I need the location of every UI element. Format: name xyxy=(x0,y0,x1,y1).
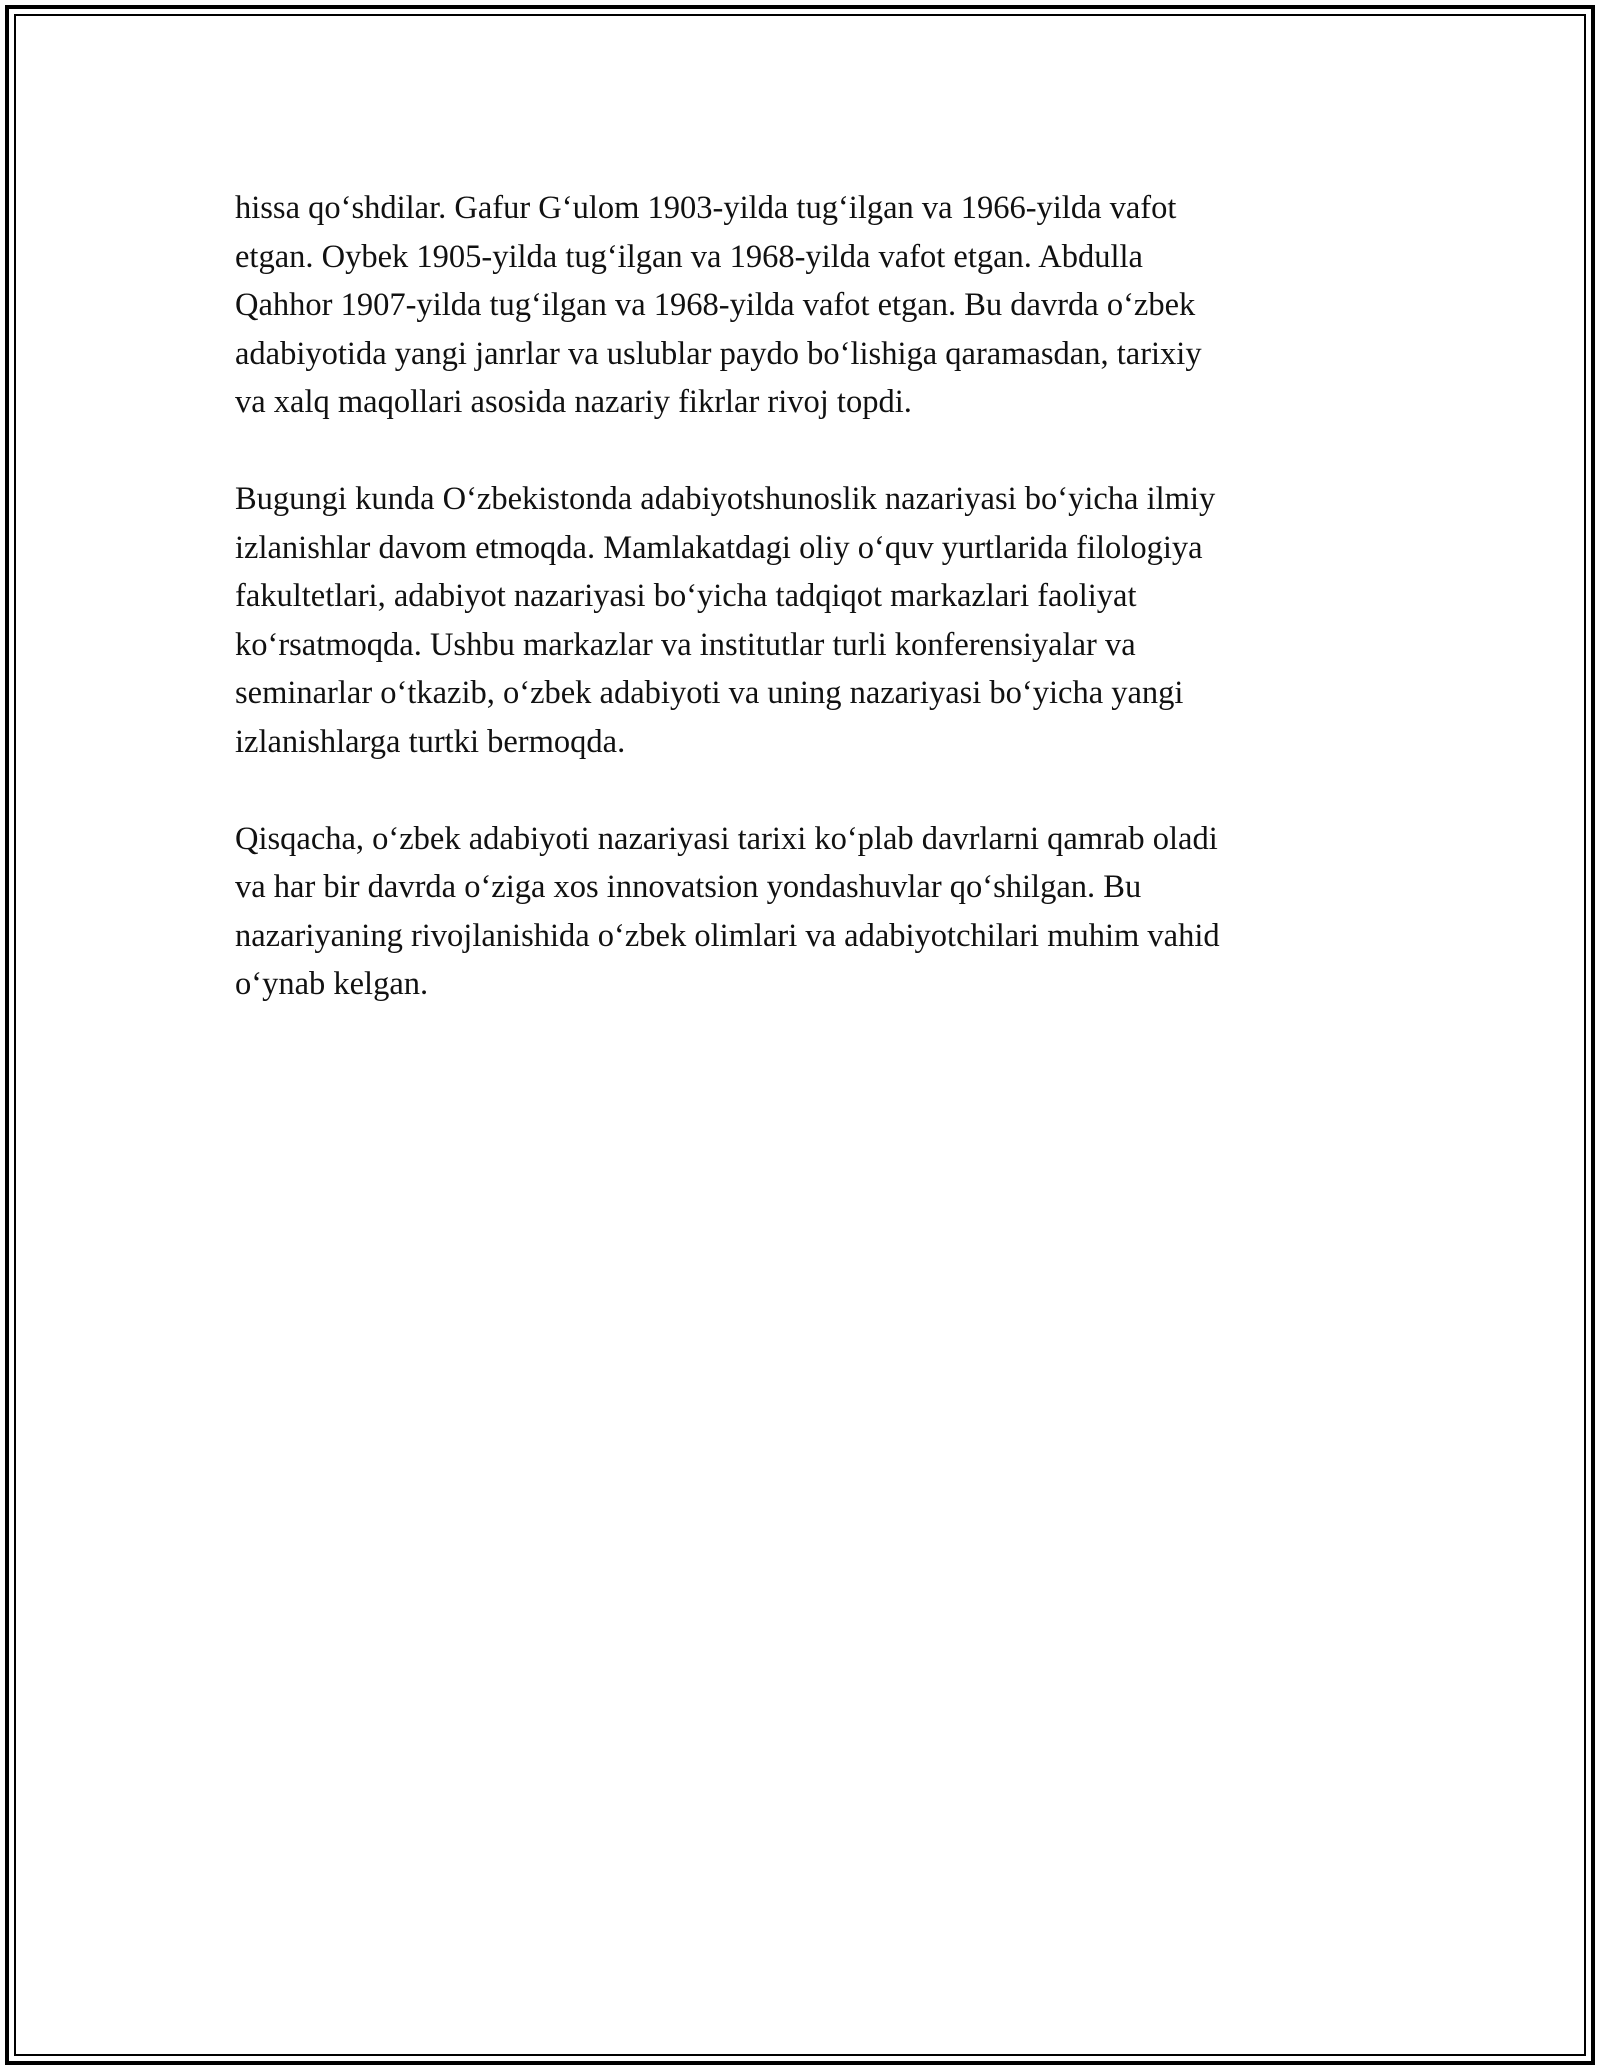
text-line: o‘ynab kelgan. xyxy=(235,966,429,1002)
text-line: Qisqacha, o‘zbek adabiyoti nazariyasi tarixi ko‘plab davrlarni qamrab oladi xyxy=(235,820,1218,857)
paragraph-1 xyxy=(235,184,1365,427)
text-line: va xalq maqollari asosida nazariy fikrlar rivoj topdi. xyxy=(235,384,912,420)
text-line: fakultetlari, adabiyot nazariyasi bo‘yicha tadqiqot markazlari faoliyat xyxy=(235,578,1137,614)
text-line: va har bir davrda o‘ziga xos innovatsion yondashuvlar qo‘shilgan. Bu xyxy=(235,869,1142,905)
text-line: Bugungi kunda O‘zbekistonda adabiyotshunoslik nazariyasi bo‘yicha ilmiy xyxy=(235,481,1216,517)
text-line: ko‘rsatmoqda. Ushbu markazlar va institutlar turli konferensiyalar va xyxy=(235,626,1136,663)
text-line: etgan. Oybek 1905-yilda tug‘ilgan va 1968-yilda vafot etgan. Abdulla xyxy=(235,238,1143,275)
paragraph-3 xyxy=(235,815,1365,1009)
text-line: izlanishlar davom etmoqda. Mamlakatdagi oliy o‘quv yurtlarida filologiya xyxy=(235,529,1203,566)
text-line: izlanishlarga turtki bermoqda. xyxy=(235,723,626,760)
paragraph-2 xyxy=(235,475,1365,766)
text-line: hissa qo‘shdilar. Gafur G‘ulom 1903-yilda tug‘ilgan va 1966-yilda vafot xyxy=(235,190,1177,226)
text-line: seminarlar o‘tkazib, o‘zbek adabiyoti va uning nazariyasi bo‘yicha yangi xyxy=(235,675,1184,711)
document-body xyxy=(235,184,1365,1057)
text-line: adabiyotida yangi janrlar va uslublar paydo bo‘lishiga qaramasdan, tarixiy xyxy=(235,335,1202,372)
text-line: nazariyaning rivojlanishida o‘zbek olimlari va adabiyotchilari muhim vahid xyxy=(235,917,1220,954)
text-line: Qahhor 1907-yilda tug‘ilgan va 1968-yilda vafot etgan. Bu davrda o‘zbek xyxy=(235,287,1196,323)
